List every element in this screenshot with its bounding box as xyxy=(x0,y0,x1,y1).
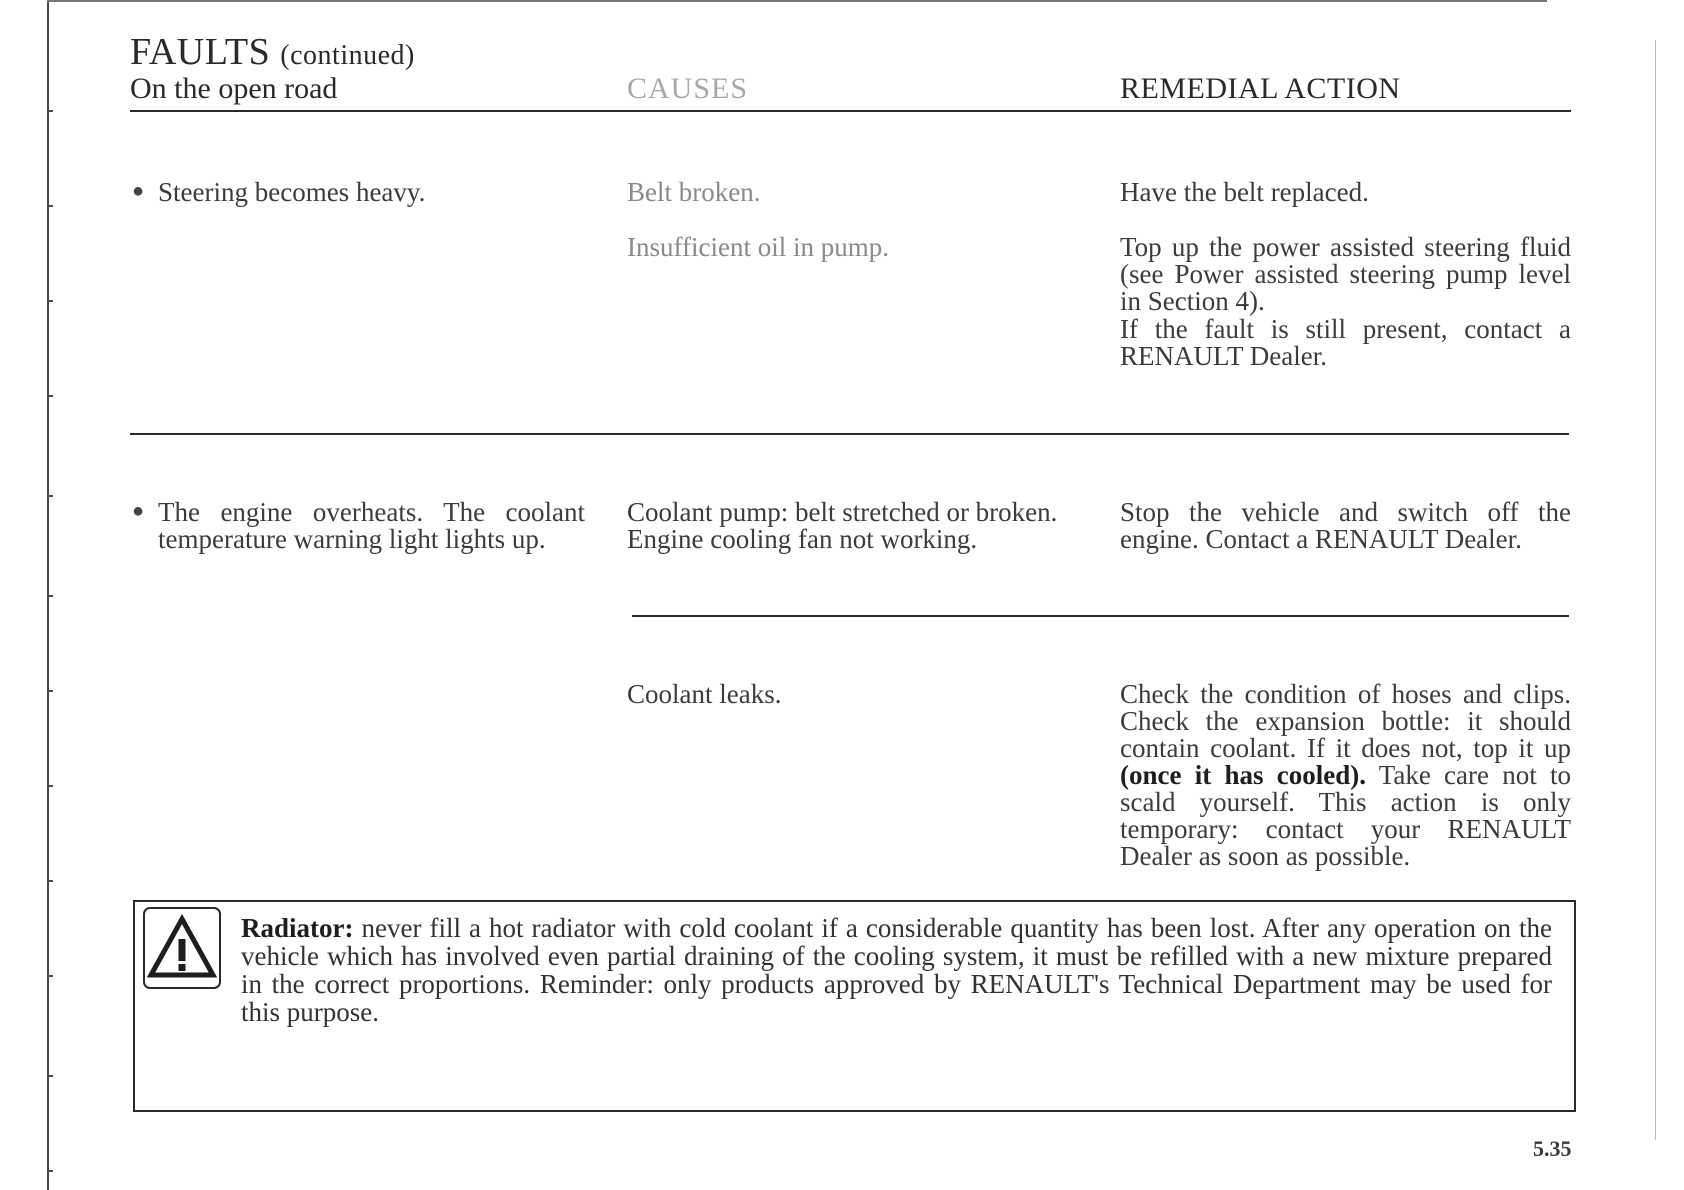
binding-tick xyxy=(47,395,53,397)
page-title xyxy=(130,30,415,74)
cause-insufficient-oil: Insufficient oil in pump. xyxy=(627,232,889,262)
fault-engine-overheats: The engine overheats. The coolant temperature warning light lights up. xyxy=(158,497,585,554)
cause-belt-broken: Belt broken. xyxy=(627,177,761,207)
section-subtitle: On the open road xyxy=(130,72,338,105)
remedy-emphasis: (once it has cooled). xyxy=(1120,760,1366,790)
binding-tick xyxy=(47,300,53,302)
binding-tick xyxy=(47,785,53,787)
warning-text xyxy=(241,914,1552,1026)
remedy-contact-dealer: If the fault is still present, contact a RENAULT Dealer. xyxy=(1120,314,1571,371)
warning-body: never fill a hot radiator with cold coolant if a considerable quantity has been lost. After any operation on the vehicle which has involved even partial draining of the cooling system, it must be refilled with a new mixture prepared in the correct proportions. Reminder: only products approved by RENAULT's Technical Department may be used for this purpose. xyxy=(241,913,1552,1027)
sub-row-divider xyxy=(632,615,1569,617)
remedy-replace-belt: Have the belt replaced. xyxy=(1120,177,1369,207)
title-main: FAULTS xyxy=(130,31,271,73)
remedy-check-hoses-text: Check the condition of hoses and clips. Check the expansion bottle: it should contain coolant. If it does not, top it up xyxy=(1120,679,1571,763)
warning-triangle-icon xyxy=(143,907,221,989)
page-top-edge xyxy=(47,0,1547,2)
header-rule xyxy=(130,110,1571,112)
binding-tick xyxy=(47,880,53,882)
warning-label: Radiator: xyxy=(241,913,354,943)
binding-tick xyxy=(47,975,53,977)
remedy-check-hoses-text-end: Take care not to scald yourself. This action is only temporary: contact your RENAULT Dealer as soon as possible. xyxy=(1120,760,1571,871)
column-header-remedy: REMEDIAL ACTION xyxy=(1120,72,1401,105)
page-number: 5.35 xyxy=(1533,1136,1572,1161)
page-right-edge xyxy=(1655,40,1656,1140)
bullet-icon: ● xyxy=(132,500,145,522)
binding-tick xyxy=(47,495,53,497)
fault-steering: Steering becomes heavy. xyxy=(158,177,426,207)
binding-tick xyxy=(47,690,53,692)
remedy-stop-vehicle: Stop the vehicle and switch off the engine. Contact a RENAULT Dealer. xyxy=(1120,497,1571,554)
binding-tick xyxy=(47,1075,53,1077)
binding-tick xyxy=(47,205,53,207)
row-divider xyxy=(130,433,1569,435)
cause-coolant-pump: Coolant pump: belt stretched or broken. Engine cooling fan not working. xyxy=(627,497,1058,554)
column-header-causes: CAUSES xyxy=(627,72,749,105)
remedy-check-hoses xyxy=(1120,681,1571,870)
title-suffix: (continued) xyxy=(280,40,415,71)
binding-tick xyxy=(47,110,53,112)
remedy-top-up-fluid: Top up the power assisted steering fluid (see Power assisted steering pump level in Section 4). xyxy=(1120,232,1571,316)
bullet-icon: ● xyxy=(132,180,145,202)
binding-tick xyxy=(47,1170,53,1172)
cause-coolant-leaks: Coolant leaks. xyxy=(627,679,782,709)
binding-tick xyxy=(47,595,53,597)
